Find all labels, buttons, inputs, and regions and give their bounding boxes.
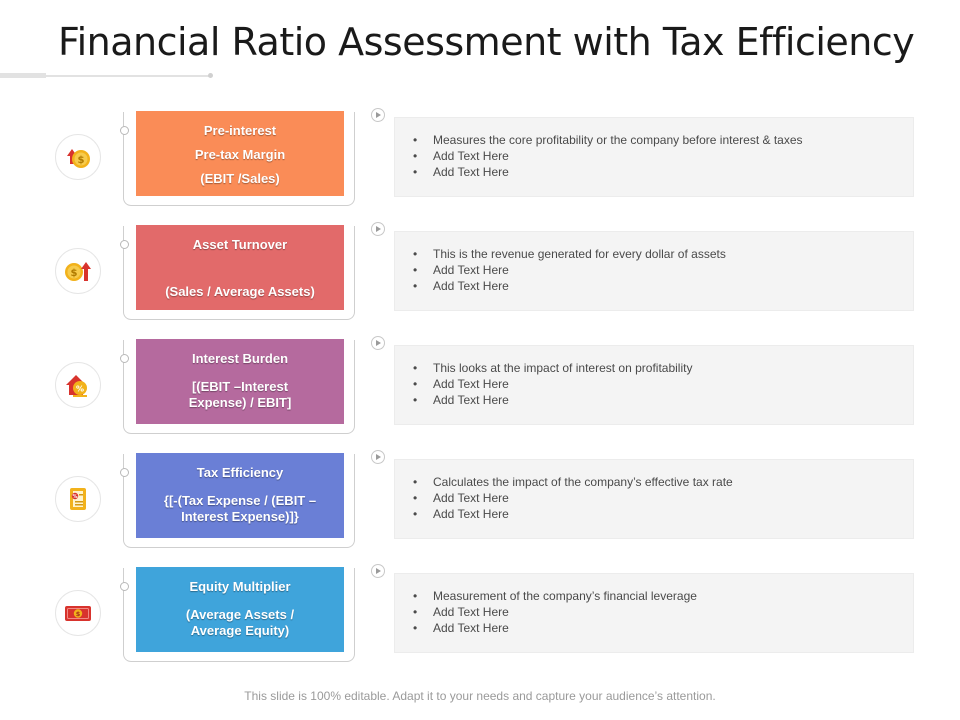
coin-arrow-icon [61,254,95,288]
ratio-box: Tax Efficiency {[-(Tax Expense / (EBIT – Interest Expense)]} [136,453,344,538]
bullet-item: • Add Text Here [413,376,913,392]
bullet-item: • This looks at the impact of interest on profitability [413,360,913,376]
description-panel [394,117,914,197]
ratio-box: Interest Burden [(EBIT –Interest Expense) / EBIT] [136,339,344,424]
icon-badge [55,134,101,180]
bullet-item: • This is the revenue generated for every dollar of assets [413,246,913,262]
bullet-item: • Calculates the impact of the company’s effective tax rate [413,474,913,490]
bullet-item: • Add Text Here [413,148,913,164]
bullet-item: • Add Text Here [413,262,913,278]
description-panel [394,345,914,425]
bullet-item: • Add Text Here [413,604,913,620]
bullet-item: • Add Text Here [413,620,913,636]
tax-document-icon [61,482,95,516]
house-percent-icon [61,368,95,402]
title-underline-accent [0,73,46,78]
ratio-row-asset-turnover [0,222,960,336]
bullet-item: • Measures the core profitability or the company before interest & taxes [413,132,913,148]
footer-note: This slide is 100% editable. Adapt it to your needs and capture your audience’s attention. [244,689,716,703]
icon-badge [55,476,101,522]
bullet-item: • Add Text Here [413,506,913,522]
bullet-item: • Add Text Here [413,490,913,506]
ratio-row-tax-efficiency [0,450,960,564]
ratio-row-pre-tax-margin [0,108,960,222]
svg-text:%: % [75,384,85,394]
bullet-item: • Add Text Here [413,278,913,294]
ratio-box: Asset Turnover (Sales / Average Assets) [136,225,344,310]
description-panel [394,459,914,539]
title-underline [46,75,210,77]
svg-text:$: $ [75,610,81,618]
page-title: Financial Ratio Assessment with Tax Efficiency [58,20,915,64]
arrow-marker-icon [371,108,385,122]
ratio-box: Equity Multiplier (Average Assets / Average Equity) [136,567,344,652]
title-underline-dot [208,73,213,78]
banknote-icon [61,596,95,630]
svg-text:$: $ [70,268,78,279]
svg-text:$: $ [77,155,85,166]
arrow-coin-icon [61,140,95,174]
arrow-marker-icon [371,564,385,578]
bullet-item: • Add Text Here [413,164,913,180]
icon-badge [55,362,101,408]
icon-badge [55,590,101,636]
description-panel [394,231,914,311]
bullet-item: • Add Text Here [413,392,913,408]
ratio-row-interest-burden [0,336,960,450]
bullet-item: • Measurement of the company’s financial leverage [413,588,913,604]
description-panel [394,573,914,653]
svg-text:%: % [72,494,78,500]
arrow-marker-icon [371,222,385,236]
arrow-marker-icon [371,450,385,464]
icon-badge [55,248,101,294]
arrow-marker-icon [371,336,385,350]
ratio-box: Pre-interest Pre-tax Margin (EBIT /Sales) [136,111,344,196]
ratio-row-equity-multiplier [0,564,960,678]
